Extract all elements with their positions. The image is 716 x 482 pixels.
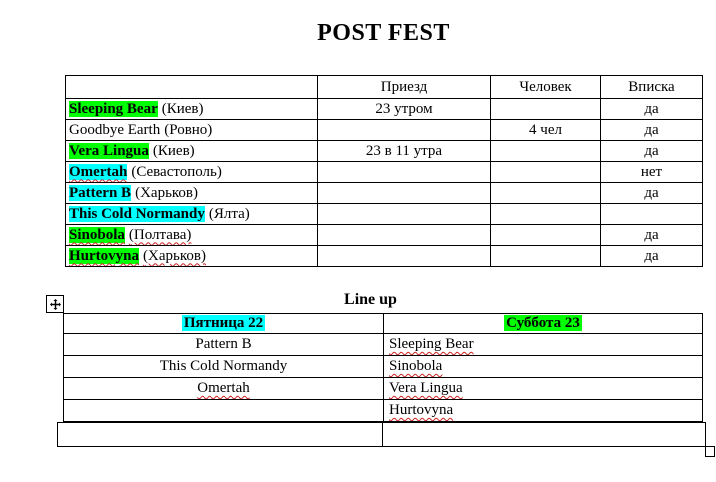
band-cell[interactable] xyxy=(66,141,318,162)
page-title: POST FEST xyxy=(317,20,450,46)
table-row xyxy=(66,162,703,183)
lineup-header-saturday[interactable] xyxy=(384,314,703,334)
people-cell[interactable] xyxy=(491,183,601,204)
crash-cell[interactable] xyxy=(601,204,703,225)
act-name: Pattern B xyxy=(195,336,252,352)
band-cell[interactable] xyxy=(66,204,318,225)
lineup-title: Line up xyxy=(344,291,397,308)
band-cell[interactable] xyxy=(66,225,318,246)
band-location: (Харьков) xyxy=(135,184,199,201)
friday-label: Пятница 22 xyxy=(183,315,264,331)
band-location: (Ялта) xyxy=(208,205,250,222)
people-cell[interactable] xyxy=(491,99,601,120)
table-row xyxy=(66,225,703,246)
people-cell[interactable] xyxy=(491,204,601,225)
crash-cell[interactable]: да xyxy=(601,225,703,246)
act-name: Vera Lingua xyxy=(389,380,463,396)
lineup-act-cell[interactable] xyxy=(64,334,384,356)
people-cell[interactable]: 4 чел xyxy=(491,120,601,141)
lineup-act-cell[interactable] xyxy=(384,356,703,378)
table-row xyxy=(66,120,703,141)
band-name: Sinobola xyxy=(69,226,125,243)
band-location: (Киев) xyxy=(161,100,204,117)
lineup-act-cell[interactable] xyxy=(64,356,384,378)
people-cell[interactable] xyxy=(491,141,601,162)
arrivals-table xyxy=(65,75,703,267)
crash-cell[interactable]: да xyxy=(601,120,703,141)
crash-cell[interactable]: да xyxy=(601,99,703,120)
lineup-row xyxy=(64,378,703,400)
band-location: (Полтава) xyxy=(128,226,192,243)
band-name: This Cold Normandy xyxy=(69,205,205,222)
table-row xyxy=(66,246,703,267)
crash-cell[interactable]: нет xyxy=(601,162,703,183)
act-name: This Cold Normandy xyxy=(159,358,288,374)
lineup-row xyxy=(64,400,703,422)
arrival-cell[interactable]: 23 в 11 утра xyxy=(318,141,491,162)
lineup-act-cell[interactable] xyxy=(384,378,703,400)
act-name: Hurtovyna xyxy=(389,402,454,418)
band-name: Omertah xyxy=(69,163,128,180)
lineup-table xyxy=(63,313,703,422)
arrival-cell[interactable] xyxy=(318,183,491,204)
arrival-cell[interactable] xyxy=(318,120,491,141)
act-name: Sinobola xyxy=(389,358,443,374)
lineup-act-cell[interactable] xyxy=(64,400,384,422)
empty-cell[interactable] xyxy=(383,422,706,447)
band-name: Goodbye Earth xyxy=(69,121,161,138)
crash-cell[interactable]: да xyxy=(601,141,703,162)
arrival-cell[interactable] xyxy=(318,246,491,267)
arrivals-header-row xyxy=(66,76,703,99)
band-location: (Харьков) xyxy=(143,247,206,264)
crash-cell[interactable]: да xyxy=(601,246,703,267)
empty-cell[interactable] xyxy=(57,422,383,447)
band-name: Sleeping Bear xyxy=(69,100,158,117)
table-move-handle[interactable] xyxy=(46,295,64,313)
band-name: Hurtovyna xyxy=(69,247,140,264)
band-cell[interactable] xyxy=(66,246,318,267)
people-cell[interactable] xyxy=(491,162,601,183)
lineup-row xyxy=(64,334,703,356)
band-name: Vera Lingua xyxy=(69,142,149,159)
move-icon xyxy=(50,299,61,310)
arrival-cell[interactable]: 23 утром xyxy=(318,99,491,120)
band-location: (Ровно) xyxy=(164,121,213,138)
lineup-act-cell[interactable] xyxy=(64,378,384,400)
arrival-cell[interactable] xyxy=(318,225,491,246)
arrival-cell[interactable] xyxy=(318,204,491,225)
arrival-cell[interactable] xyxy=(318,162,491,183)
table-row xyxy=(66,204,703,225)
lineup-act-cell[interactable] xyxy=(384,400,703,422)
band-location: (Киев) xyxy=(152,142,195,159)
table-resize-handle[interactable] xyxy=(705,446,715,457)
col-header-band[interactable] xyxy=(66,76,318,99)
saturday-label: Суббота 23 xyxy=(506,315,580,331)
people-cell[interactable] xyxy=(491,225,601,246)
act-name: Omertah xyxy=(197,380,250,396)
band-cell[interactable] xyxy=(66,183,318,204)
band-cell[interactable] xyxy=(66,99,318,120)
table-row xyxy=(66,141,703,162)
lineup-header-friday[interactable] xyxy=(64,314,384,334)
col-header-crash[interactable]: Вписка xyxy=(601,76,703,99)
col-header-arrival[interactable]: Приезд xyxy=(318,76,491,99)
table-row xyxy=(66,99,703,120)
lineup-row xyxy=(64,356,703,378)
table-row xyxy=(66,183,703,204)
band-cell[interactable] xyxy=(66,120,318,141)
band-location: (Севастополь) xyxy=(131,163,222,180)
col-header-people[interactable]: Человек xyxy=(491,76,601,99)
band-cell[interactable] xyxy=(66,162,318,183)
lineup-act-cell[interactable] xyxy=(384,334,703,356)
crash-cell[interactable]: да xyxy=(601,183,703,204)
people-cell[interactable] xyxy=(491,246,601,267)
band-name: Pattern B xyxy=(69,184,132,201)
lineup-header-row xyxy=(64,314,703,334)
lineup-bottom-row xyxy=(57,422,706,447)
act-name: Sleeping Bear xyxy=(389,336,474,352)
